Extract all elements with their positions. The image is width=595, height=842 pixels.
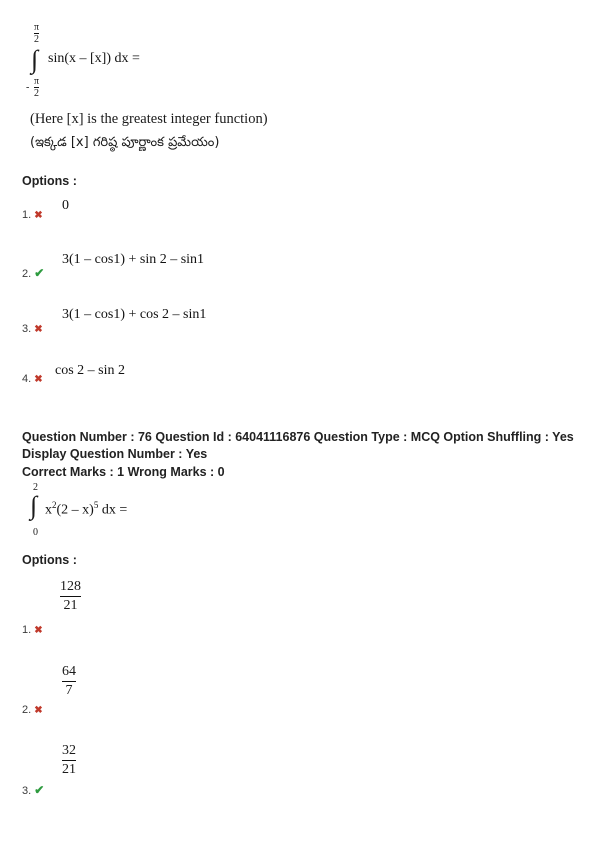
option-number: 2. (22, 268, 32, 280)
q2-integrand-paren: (2 – x) (56, 502, 94, 518)
option-number: 2. (22, 704, 32, 716)
integral-sign: ∫ (30, 491, 38, 520)
option-number: 1. (22, 624, 32, 636)
q2-option-1-fraction[interactable] (60, 578, 81, 615)
q2-integrand (45, 500, 127, 519)
q1-upper-den: 2 (34, 34, 40, 45)
q2-integrand-x: x (45, 502, 52, 518)
denominator: 21 (63, 598, 78, 613)
correct-icon: ✔ (34, 783, 45, 797)
q2-option-2-fraction[interactable] (62, 663, 76, 700)
correct-icon: ✔ (34, 266, 45, 280)
q1-option-1-marker (22, 205, 43, 223)
option-number: 4. (22, 373, 32, 385)
q1-option-4-marker (22, 369, 43, 387)
q1-option-2-text[interactable]: 3(1 – cos1) + sin 2 – sin1 (62, 252, 205, 267)
q2-option-1-marker (22, 620, 43, 638)
q2-option-2-marker (22, 700, 43, 718)
q2-integral (28, 482, 228, 542)
q2-header-line-3: Correct Marks : 1 Wrong Marks : 0 (22, 465, 225, 479)
numerator: 128 (60, 579, 81, 594)
option-number: 1. (22, 209, 32, 221)
q2-upper-limit: 2 (33, 482, 38, 493)
q1-option-3-marker (22, 319, 43, 337)
q1-lower-num: π (34, 76, 40, 87)
wrong-icon: ✖ (34, 210, 43, 221)
denominator: 7 (65, 683, 73, 698)
q1-lower-den: 2 (34, 88, 40, 99)
q1-integral (28, 22, 228, 104)
wrong-icon: ✖ (34, 705, 43, 716)
q1-integrand: sin(x – [x]) dx = (48, 51, 140, 66)
q2-options-label: Options : (22, 553, 77, 567)
q1-option-3-text[interactable]: 3(1 – cos1) + cos 2 – sin1 (62, 307, 207, 322)
q1-upper-num: π (34, 22, 40, 33)
q1-option-1-text[interactable]: 0 (62, 198, 69, 213)
q2-exponent-x: 2 (52, 500, 57, 510)
q1-note-telugu: (ఇక్కడ [x] గరిష్ఠ పూర్ణాంక ప్రమేయం) (30, 135, 220, 150)
q2-exponent-paren: 5 (93, 500, 99, 510)
q2-header-line-1: Question Number : 76 Question Id : 64041116876 Question Type : MCQ Option Shuffling : Yes (22, 430, 574, 444)
q1-options-label: Options : (22, 174, 77, 188)
option-number: 3. (22, 785, 32, 797)
denominator: 21 (62, 762, 76, 777)
q1-lower-sign: - (26, 82, 30, 93)
option-number: 3. (22, 323, 32, 335)
q1-note-english: (Here [x] is the greatest integer function) (30, 111, 268, 127)
wrong-icon: ✖ (34, 625, 43, 636)
integral-sign: ∫ (31, 45, 39, 74)
numerator: 32 (62, 743, 76, 758)
q2-option-3-marker (22, 781, 44, 799)
q2-lower-limit: 0 (33, 527, 38, 538)
q2-option-3-fraction[interactable] (62, 742, 76, 779)
numerator: 64 (62, 664, 76, 679)
q2-header-line-2: Display Question Number : Yes (22, 447, 208, 461)
q2-integrand-dx: dx = (98, 502, 128, 518)
q1-option-4-text[interactable]: cos 2 – sin 2 (55, 363, 125, 378)
q1-option-2-marker (22, 264, 44, 282)
q1-upper-limit (34, 22, 39, 45)
wrong-icon: ✖ (34, 374, 43, 385)
q1-lower-limit (34, 76, 39, 99)
wrong-icon: ✖ (34, 324, 43, 335)
